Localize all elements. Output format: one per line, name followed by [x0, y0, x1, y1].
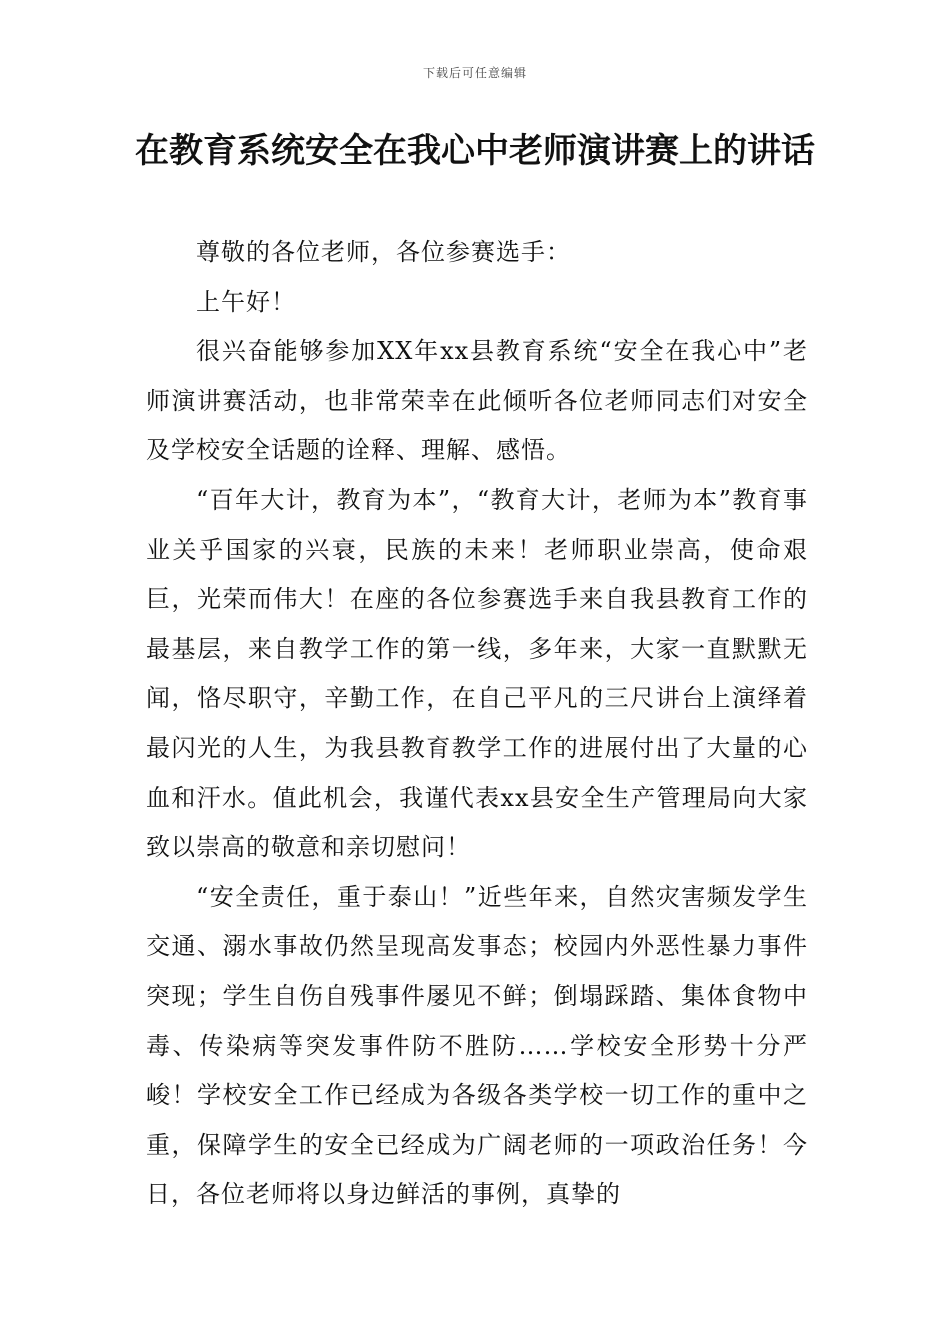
document-body [146, 228, 808, 1220]
paragraph-salutation: 尊敬的各位老师，各位参赛选手： [196, 238, 571, 266]
document-title: 在教育系统安全在我心中老师演讲赛上的讲话 [135, 131, 815, 171]
paragraph-safety: “安全责任，重于泰山！”近些年来，自然灾害频发学生交通、溺水事故仍然呈现高发事态；校园内外恶性暴力事件突现；学生自伤自残事件屡见不鲜；倒塌踩踏、集体食物中毒、传染病等突发事件防不胜防……学校安全形势十分严峻！学校安全工作已经成为各级各类学校一切工作的重中之重，保障学生的安全已经成为广阔老师的一项政治任务！今日，各位老师将以身边鲜活的事例，真挚的 [146, 882, 808, 1209]
paragraph-intro: 很兴奋能够参加XX年xx县教育系统“安全在我心中”老师演讲赛活动，也非常荣幸在此倾听各位老师同志们对安全及学校安全话题的诠释、理解、感悟。 [146, 337, 808, 465]
header-note: 下载后可任意编辑 [422, 66, 527, 80]
paragraph-greeting: 上午好！ [196, 287, 296, 316]
paragraph-education: “百年大计，教育为本”，“教育大计，老师为本”教育事业关乎国家的兴衰，民族的未来！老师职业崇高，使命艰巨，光荣而伟大！在座的各位参赛选手来自我县教育工作的最基层，来自教学工作的第一线，多年来，大家一直默默无闻，恪尽职守，辛勤工作，在自己平凡的三尺讲台上演绎着最闪光的人生，为我县教育教学工作的进展付出了大量的心血和汗水。值此机会，我谨代表xx县安全生产管理局向大家致以崇高的敬意和亲切慰问！ [146, 485, 808, 862]
